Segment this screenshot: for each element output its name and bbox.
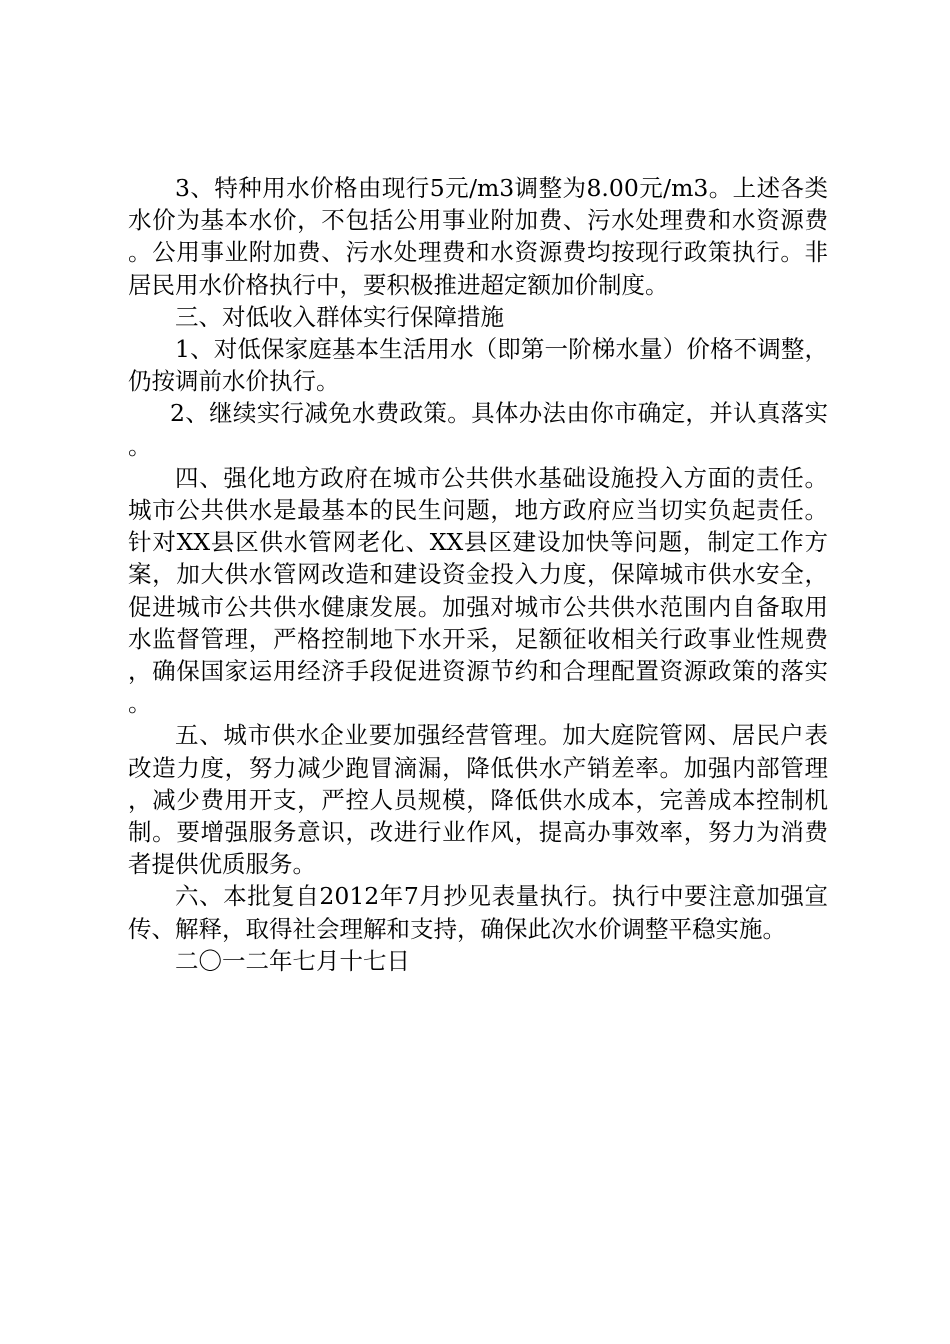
document-body <box>128 172 828 977</box>
paragraph-enterprise-management: 五、城市供水企业要加强经营管理。加大庭院管网、居民户表改造力度，努力减少跑冒滴漏，降低供水产销差率。加强内部管理，减少费用开支，严控人员规模，降低供水成本，完善成本控制机制。要增强服务意识，改进行业作风，提高办事效率，努力为消费者提供优质服务。 <box>128 721 828 879</box>
document-date: 二〇一二年七月十七日 <box>175 946 410 975</box>
paragraph-low-income-item-2: 2、继续实行减免水费政策。具体办法由你市确定，并认真落实。 <box>128 399 828 460</box>
paragraph-low-income-item-1: 1、对低保家庭基本生活用水（即第一阶梯水量）价格不调整，仍按调前水价执行。 <box>128 335 828 396</box>
paragraph-special-water-price: 3、特种用水价格由现行5元/m3调整为8.00元/m3。上述各类水价为基本水价，不包括公用事业附加费、污水处理费和水资源费。公用事业附加费、污水处理费和水资源费均按现行政策执行。非居民用水价格执行中，要积极推进超定额加价制度。 <box>128 174 828 299</box>
paragraph-government-responsibility: 四、强化地方政府在城市公共供水基础设施投入方面的责任。城市公共供水是最基本的民生问题，地方政府应当切实负起责任。针对XX县区供水管网老化、XX县区建设加快等问题，制定工作方案，加大供水管网改造和建设资金投入力度，保障城市供水安全，促进城市公共供水健康发展。加强对城市公共供水范围内自备取用水监督管理，严格控制地下水开采，足额征收相关行政事业性规费，确保国家运用经济手段促进资源节约和合理配置资源政策的落实。 <box>128 463 828 718</box>
section-heading-low-income: 三、对低收入群体实行保障措施 <box>175 302 504 331</box>
paragraph-effective-date: 六、本批复自2012年7月抄见表量执行。执行中要注意加强宣传、解释，取得社会理解和支持，确保此次水价调整平稳实施。 <box>128 882 828 943</box>
